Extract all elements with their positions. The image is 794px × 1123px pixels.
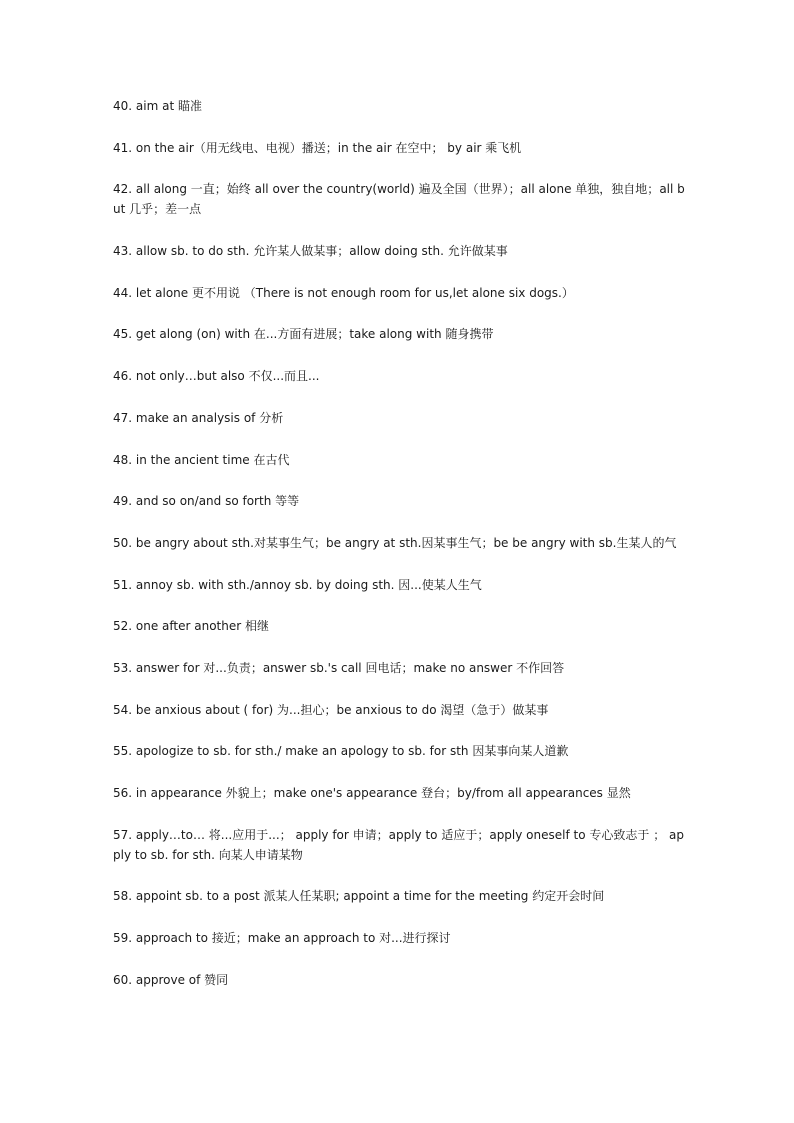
list-item: 58. appoint sb. to a post 派某人任某职; appoint a time for the meeting 约定开会时间 xyxy=(113,889,605,904)
list-item: 59. approach to 接近；make an approach to 对...进行探讨 xyxy=(113,931,451,946)
list-item: 51. annoy sb. with sth./annoy sb. by doing sth. 因...使某人生气 xyxy=(113,577,482,592)
list-item: 49. and so on/and so forth 等等 xyxy=(113,494,300,509)
list-item: 52. one after another 相继 xyxy=(113,619,269,634)
list-item: 43. allow sb. to do sth. 允许某人做某事；allow doing sth. 允许做某事 xyxy=(113,244,508,259)
list-item: 42. all along 一直；始终 all over the country(world) 遍及全国（世界）；all alone 单独，独自地；all but 几乎；差一点 xyxy=(113,182,685,217)
list-item: 47. make an analysis of 分析 xyxy=(113,410,284,425)
list-item: 41. on the air（用无线电、电视）播送；in the air 在空中； by air 乘飞机 xyxy=(113,140,522,155)
list-item: 54. be anxious about ( for) 为...担心；be anxious to do 渴望（急于）做某事 xyxy=(113,702,549,717)
list-item: 57. apply…to… 将...应用于...； apply for 申请；apply to 适应于；apply oneself to 专心致志于 ； apply to sb. for sth. 向某人申请某物 xyxy=(113,827,684,862)
phrase-list xyxy=(113,96,688,1011)
list-item: 44. let alone 更不用说 （There is not enough room for us,let alone six dogs.） xyxy=(113,285,574,300)
list-item: 45. get along (on) with 在...方面有进展；take along with 随身携带 xyxy=(113,327,494,342)
list-item: 46. not only…but also 不仅...而且... xyxy=(113,369,320,384)
list-item: 60. approve of 赞同 xyxy=(113,972,229,987)
list-item: 53. answer for 对...负责；answer sb.'s call 回电话；make no answer 不作回答 xyxy=(113,660,565,675)
list-item: 55. apologize to sb. for sth./ make an apology to sb. for sth 因某事向某人道歉 xyxy=(113,744,569,759)
list-item: 56. in appearance 外貌上；make one's appearance 登台；by/from all appearances 显然 xyxy=(113,786,631,800)
list-item: 50. be angry about sth.对某事生气；be angry at sth.因某事生气；be be angry with sb.生某人的气 xyxy=(113,535,677,550)
list-item: 48. in the ancient time 在古代 xyxy=(113,452,290,467)
list-item: 40. aim at 瞄准 xyxy=(113,99,202,113)
